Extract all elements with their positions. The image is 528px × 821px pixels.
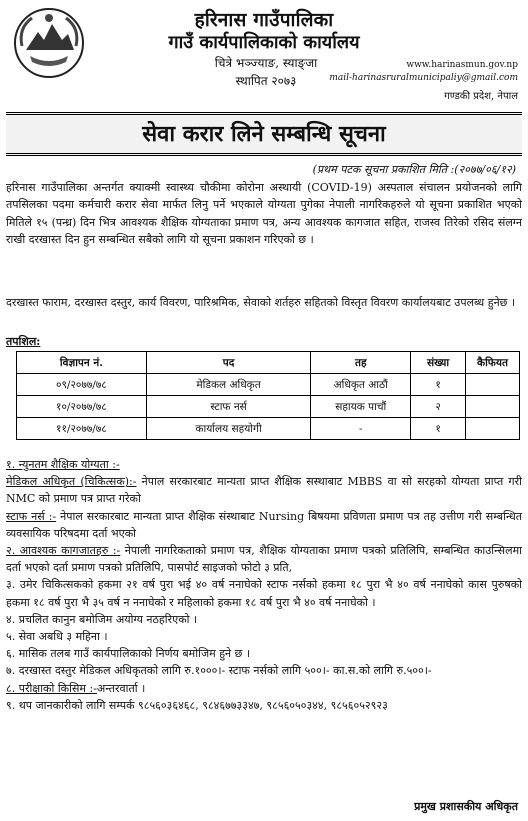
table-row (17, 396, 520, 418)
column-header: कैफियत (466, 352, 520, 374)
signatory-title: प्रमुख प्रशासकीय अधिकृत (414, 800, 518, 813)
publication-date: (प्रथम पटक सूचना प्रकाशित मिति :(२०७७/०६/१२) (312, 163, 516, 176)
intro-paragraph (6, 179, 522, 249)
table-cell: ०९/२०७७/७८ (17, 374, 147, 396)
email-link[interactable]: mail-harinasruralmunicipaliy@gmail.com (329, 73, 518, 83)
table-cell: - (311, 418, 411, 440)
office-name: गाउँ कार्यपालिकाको कार्यालय (168, 32, 360, 53)
intro-text: हरिनास गाउँपालिका अन्तर्गत क्याक्मी स्वास्थ्य चौकीमा कोरोना अस्थायी (COVID-19) अस्पताल संचालन प्रयोजनको लागि तपसिलका पदमा कर्मचारी करार सेवा मार्फत लिनु पर्ने भएकाले योग्यता पुगेका नेपाली नागरिकहरुले यो सूचना प्रकाशित भएको मितिले १५ (पन्ध्र) दिन भित्र आवश्यक शैक्षिक योग्यताका प्रमाण पत्र, अन्य आवश्यक कागजात सहित, राजस्व तिरेको रसिद संलग्न राखी दरखास्त दिन हुन सम्बन्धित सबैको लागि यो सूचना प्रकाशन गरिएको छ । (6, 181, 522, 247)
table-cell: मेडिकल अधिकृत (146, 374, 311, 396)
column-header: विज्ञापन नं. (17, 352, 147, 374)
table-cell: १ (411, 418, 466, 440)
table-cell (466, 374, 520, 396)
office-address: चित्रे भञ्ज्याङ, स्याङ्जा (214, 56, 318, 70)
staff-nurse-requirement (6, 508, 522, 542)
min-qualification-heading: १. न्युनतम शैक्षिक योग्यता :- (6, 458, 120, 471)
website-link[interactable]: www.harinasmun.gov.np (406, 60, 518, 70)
table-cell (466, 396, 520, 418)
medical-officer-label: मेडिकल अधिकृत (चिकित्सक):- (6, 475, 137, 489)
table-row (17, 374, 520, 396)
exam-type-text: अन्तरवार्ता । (96, 681, 146, 695)
table-header-row (17, 352, 520, 374)
requirements-section (6, 456, 522, 714)
table-cell (466, 418, 520, 440)
exam-type (6, 680, 522, 697)
municipality-name: हरिनास गाउँपालिका (194, 9, 334, 31)
table-cell: १०/२०७७/७८ (17, 396, 147, 418)
notice-title-banner: सेवा करार लिने सम्बन्धि सूचना (6, 112, 522, 156)
table-row (17, 418, 520, 440)
monthly-salary: ६. मासिक तलब गाउँ कार्यपालिकाको निर्णय बमोजिम हुने छ । (6, 647, 251, 661)
details-paragraph (6, 294, 522, 311)
medical-officer-requirement (6, 473, 522, 507)
vacancy-table (16, 351, 520, 440)
documents-text: नेपाली नागरिकताको प्रमाण पत्र, शैक्षिक योग्यताका प्रमाण पत्रको प्रतिलिपि, सम्बन्धित काउन्सिलमा दर्ता भएको दर्ता प्रमाण पत्रको प्रतिलिपि, पासपोर्ट साइजको फोटो ३ प्रति, (6, 544, 522, 575)
exam-type-heading: ८. परीक्षाको किसिम :- (6, 681, 97, 695)
details-text: दरखास्त फाराम, दरखास्त दस्तुर, कार्य विवरण, पारिश्रमिक, सेवाको शर्तहरु सहितको विस्तृत विवरण कार्यालयबाट उपलब्ध हुनेछ । (6, 296, 516, 309)
legal-requirement: ४. प्रचलित कानुन बमोजिम अयोग्य नठहरिएको । (6, 612, 198, 626)
table-cell: स्टाफ नर्स (146, 396, 311, 418)
table-label: तपशिल: (6, 335, 41, 348)
letterhead (6, 4, 522, 110)
table-cell: ११/२०७७/७८ (17, 418, 147, 440)
medical-officer-text: नेपाल सरकारबाट मान्यता प्राप्त शैक्षिक सस्थाबाट MBBS वा सो सरहको योग्यता प्राप्त गरी NMC को प्रमाण पत्र प्राप्त गरेको (6, 475, 522, 506)
table-cell: कार्यालय सहयोगी (146, 418, 311, 440)
column-header: तह (311, 352, 411, 374)
province-text: गण्डकी प्रदेश, नेपाल (444, 91, 518, 102)
contact-info: ९. थप जानकारीको लागि सम्पर्क ९८५६०३६४६८, ९८४६७७३३४७, ९८५६०५०३४४, ९८५६०५२९२३ (6, 698, 388, 712)
age-requirement: ३. उमेर चिकित्सकको हकमा २१ वर्ष पुरा भई ४० वर्ष ननाघेको स्टाफ नर्सको हकमा १८ पुरा भै ४० वर्ष ननाघेको कास पुरुषको हकमा १८ वर्ष पुरा भै ३५ वर्ष न ननाघेको र महिलाको हकमा १८ वर्ष पुरा भै ४० वर्ष ननाघेको । (6, 578, 522, 609)
established-year: स्थापित २०७३ (235, 74, 297, 88)
table-cell: सहायक पाचौं (311, 396, 411, 418)
service-period: ५. सेवा अबधि ३ महिना । (6, 630, 108, 644)
documents-requirement (6, 542, 522, 576)
application-fee: ७. दरखास्त दस्तुर मेडिकल अधिकृतको लागि रु.१०००।- स्टाफ नर्सको लागि ५००।- का.स.को लागि रु.५००।- (6, 664, 432, 678)
column-header: संख्या (411, 352, 466, 374)
notice-page (6, 4, 522, 817)
documents-heading: २. आवश्यक कागजातहरु :- (6, 544, 121, 558)
staff-nurse-text: नेपाल सरकारबाट मान्यता प्राप्त शैक्षिक संस्थाबाट Nursing बिषयमा प्रविणता प्रमाण पत्र तह उत्तीण गरी सम्बन्धित व्यवसायिक परिषदमा दर्ता भएको (6, 509, 522, 540)
table-cell: १ (411, 374, 466, 396)
table-cell: २ (411, 396, 466, 418)
table-cell: अधिकृत आठौं (311, 374, 411, 396)
column-header: पद (146, 352, 311, 374)
staff-nurse-label: स्टाफ नर्स :- (6, 509, 57, 523)
